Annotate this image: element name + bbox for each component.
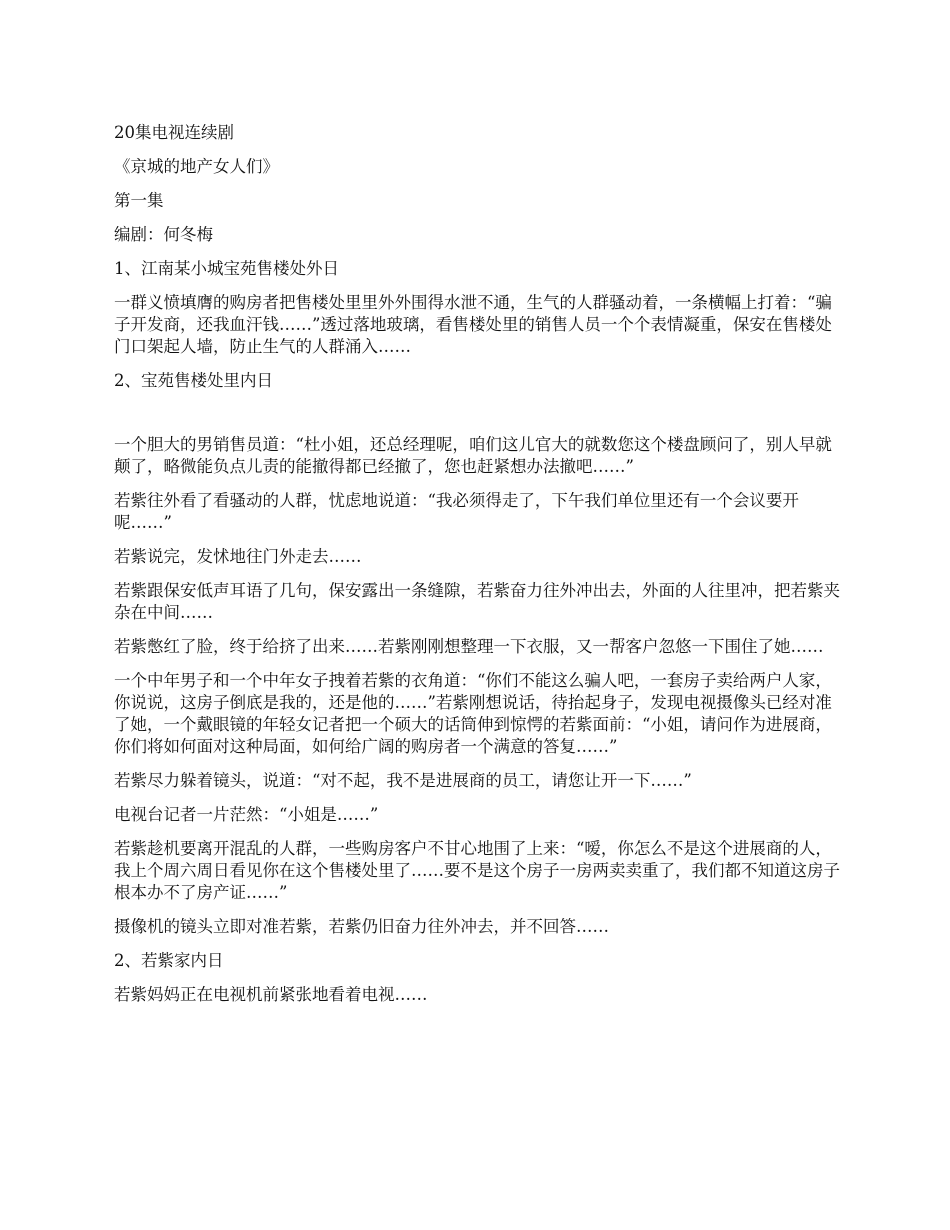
document-body <box>114 122 842 1018</box>
scene-heading: 2、宝苑售楼处里内日 <box>114 371 273 390</box>
episode-heading: 第一集 <box>114 191 164 210</box>
paragraph: 一群义愤填膺的购房者把售楼处里里外外围得水泄不通，生气的人群骚动着，一条横幅上打着：“骗子开发商，还我血汗钱……”透过落地玻璃，看售楼处里的销售人员一个个表情凝重，保安在售楼处门口架起人墙，防止生气的人群涌入…… <box>114 293 832 356</box>
paragraph: 若紫说完，发怵地往门外走去…… <box>114 547 362 566</box>
paragraph: 若紫尽力躲着镜头，说道：“对不起，我不是进展商的员工，请您让开一下……” <box>114 771 692 790</box>
paragraph: 若紫趁机要离开混乱的人群，一些购房客户不甘心地围了上来：“嗳，你怎么不是这个进展商的人，我上个周六周日看见你在这个售楼处里了……要不是这个房子一房两卖卖重了，我们都不知道这房子根本办不了房产证……” <box>114 839 840 902</box>
screenwriter-credit: 编剧：何冬梅 <box>114 225 213 244</box>
paragraph: 电视台记者一片茫然：“小姐是……” <box>114 805 379 824</box>
series-heading: 20集电视连续剧 <box>114 123 234 142</box>
paragraph: 一个胆大的男销售员道：“杜小姐，还总经理呢，咱们这儿官大的就数您这个楼盘顾问了，别人早就颠了，略微能负点儿责的能撤得都已经撤了，您也赶紧想办法撤吧……” <box>114 435 832 476</box>
drama-title: 《京城的地产女人们》 <box>114 157 279 176</box>
paragraph: 摄像机的镜头立即对准若紫，若紫仍旧奋力往外冲去，并不回答…… <box>114 917 609 936</box>
paragraph: 若紫往外看了看骚动的人群，忧虑地说道：“我必须得走了，下午我们单位里还有一个会议要开呢……” <box>114 491 799 532</box>
scene-heading: 1、江南某小城宝苑售楼处外日 <box>114 259 339 278</box>
paragraph: 若紫妈妈正在电视机前紧张地看着电视…… <box>114 985 428 1004</box>
scene-heading: 2、若紫家内日 <box>114 951 224 970</box>
paragraph: 一个中年男子和一个中年女子拽着若紫的衣角道：“你们不能这么骗人吧，一套房子卖给两户人家，你说说，这房子倒底是我的，还是他的……”若紫刚想说话，待抬起身子，发现电视摄像头已经对准了她，一个戴眼镜的年轻女记者把一个硕大的话筒伸到惊愕的若紫面前：“小姐，请问作为进展商，你们将如何面对这种局面，如何给广阔的购房者一个满意的答复……” <box>114 671 832 756</box>
paragraph: 若紫跟保安低声耳语了几句，保安露出一条缝隙，若紫奋力往外冲出去，外面的人往里冲，把若紫夹杂在中间…… <box>114 581 840 622</box>
paragraph: 若紫憋红了脸，终于给挤了出来……若紫刚刚想整理一下衣服，又一帮客户忽悠一下围住了她…… <box>114 637 824 656</box>
